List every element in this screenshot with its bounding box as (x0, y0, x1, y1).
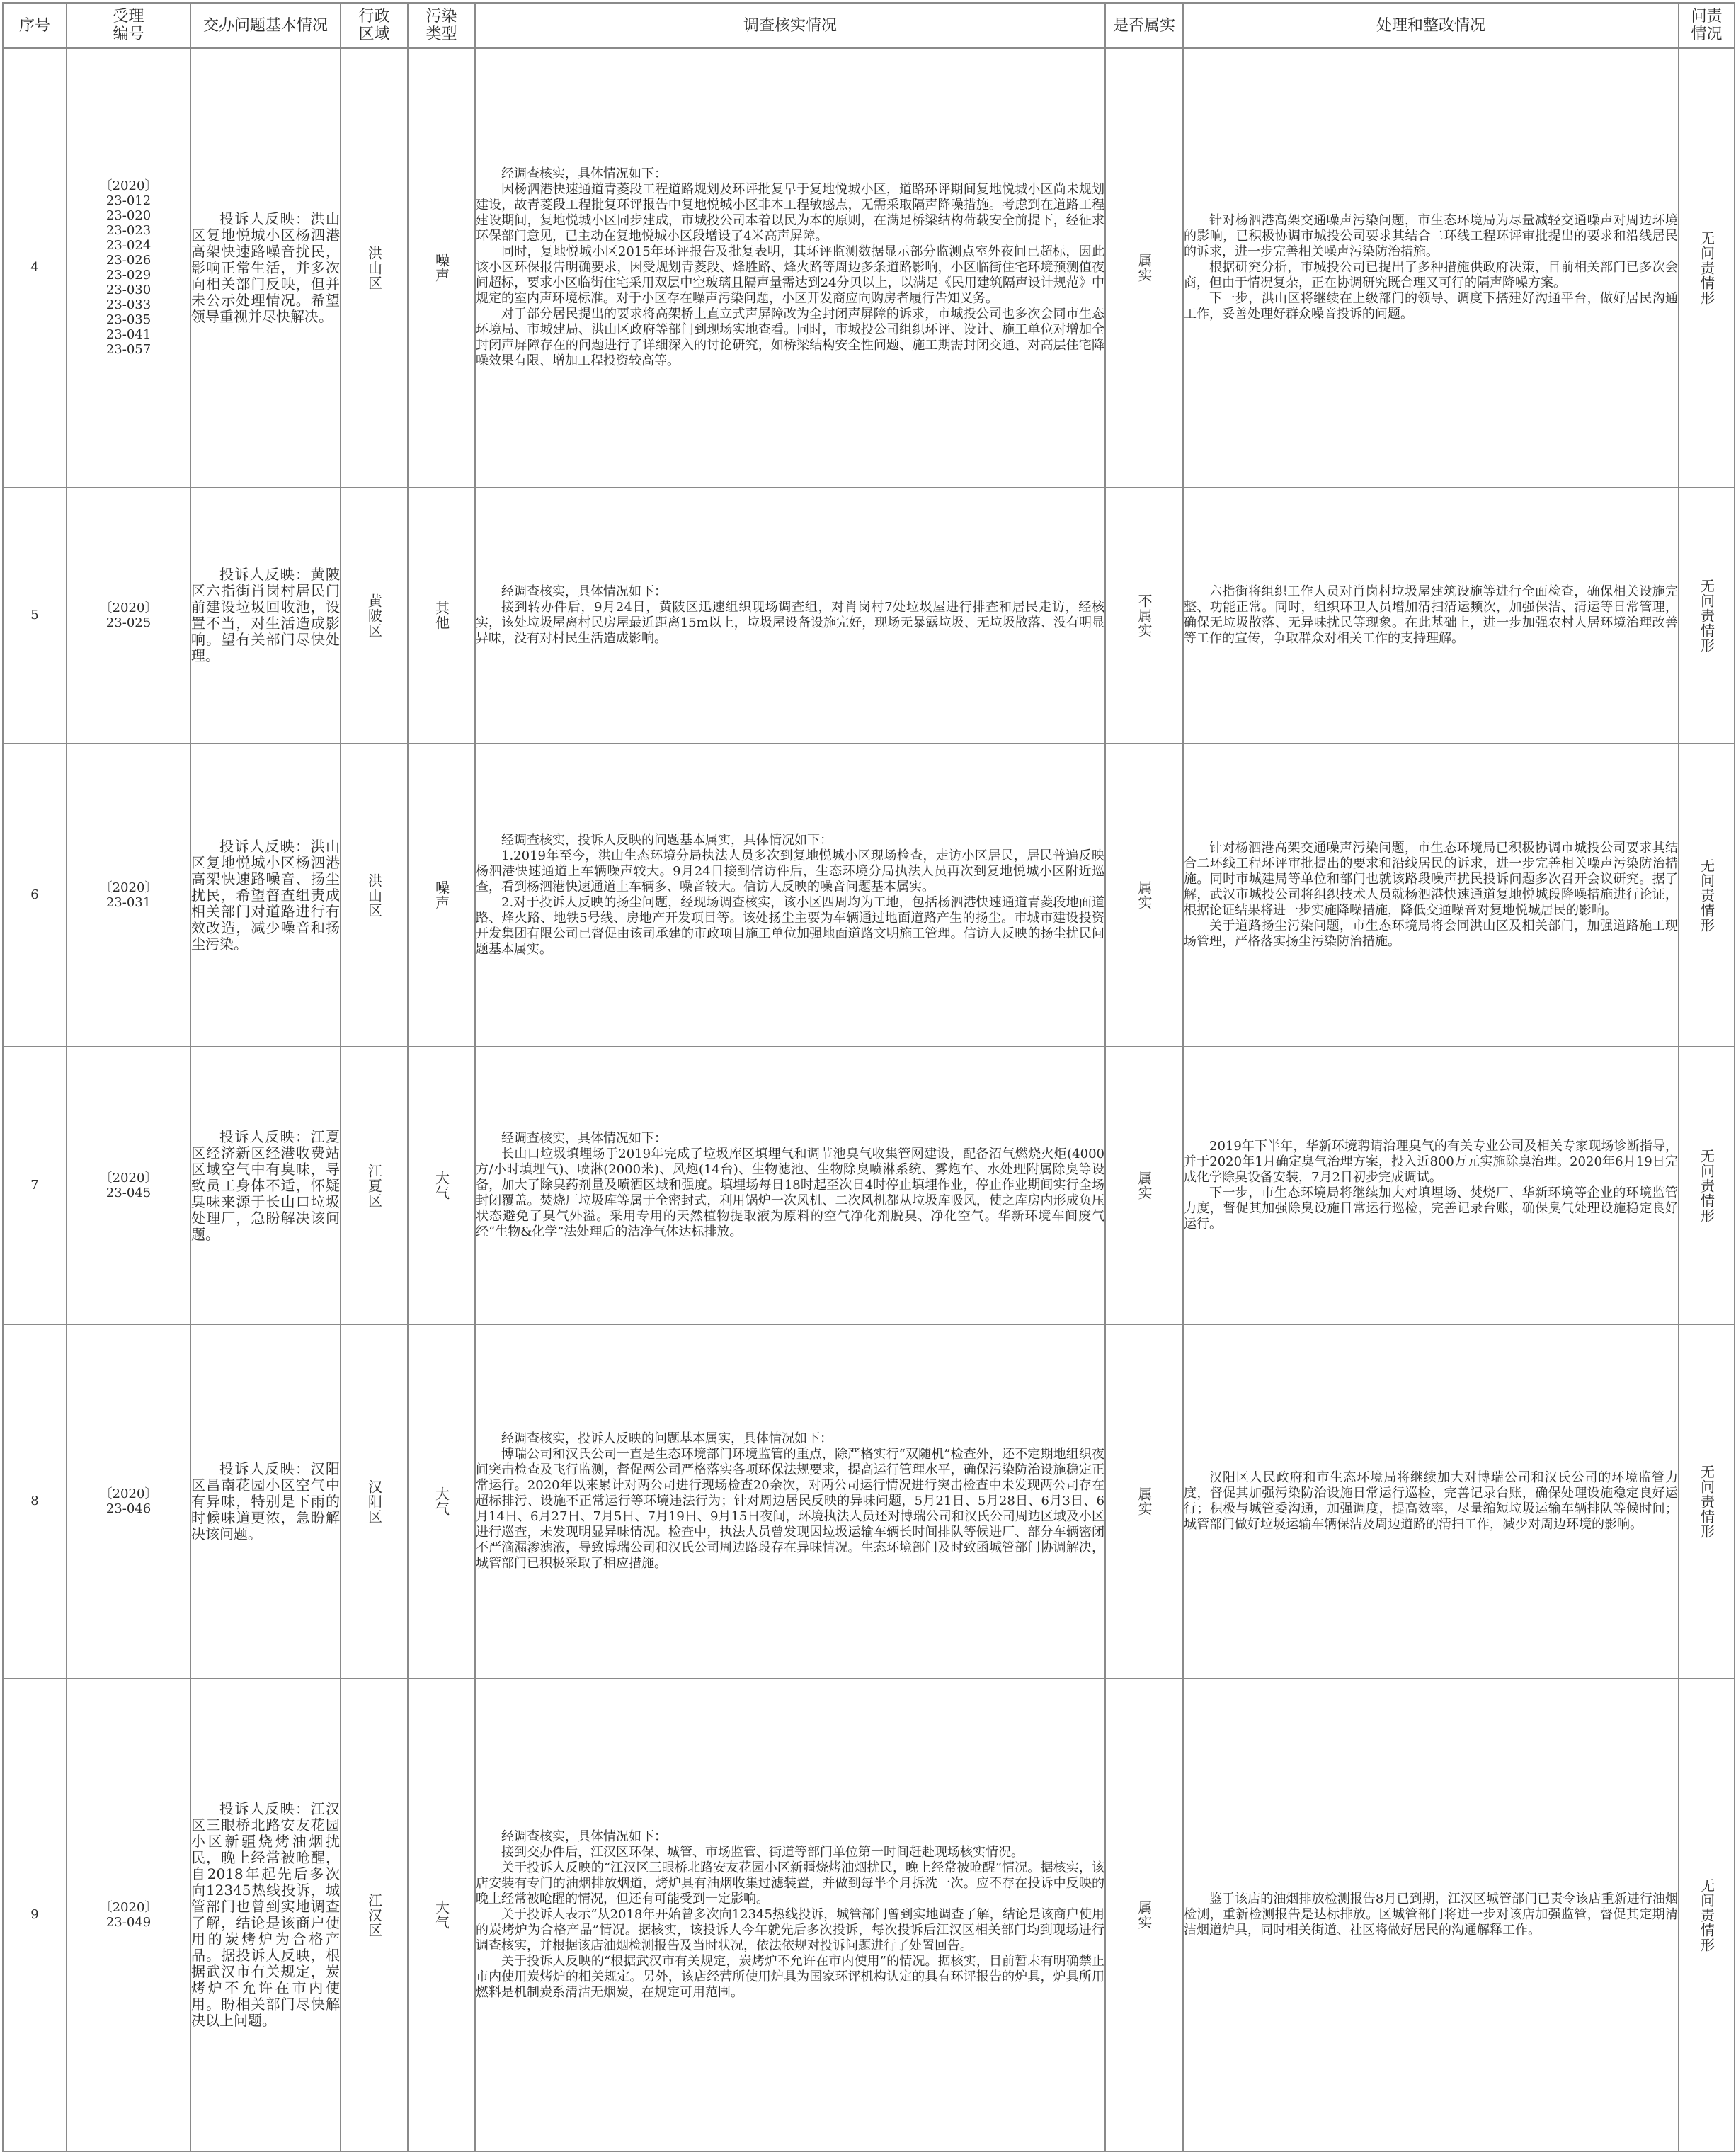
verified-cell (1105, 1324, 1183, 1678)
accountability-cell (1679, 487, 1735, 744)
accept-no: 〔2020〕 (99, 880, 158, 895)
seq-number: 7 (30, 1178, 39, 1193)
issue-text: 投诉人反映：黄陂区六指街肖岗村居民门前建设垃圾回收池，设置不当，对生活造成影响。望有关部门尽快处理。 (191, 566, 340, 664)
district-text: 洪山区 (365, 872, 383, 918)
handling-cell (1183, 1047, 1679, 1324)
district-cell (341, 1678, 408, 2151)
header-district: 行政 区域 (341, 3, 408, 48)
complaint-table (2, 2, 1735, 2152)
header-issue: 交办问题基本情况 (190, 3, 341, 48)
accept-no: 23-046 (105, 1501, 152, 1516)
investigation-paragraph: 经调查核实，投诉人反映的问题基本属实，具体情况如下： (501, 1431, 833, 1446)
header-investigation: 调查核实情况 (475, 3, 1105, 48)
table-row (3, 1678, 1735, 2151)
accept-no: 23-012 (105, 193, 152, 208)
accountability-cell (1679, 48, 1735, 487)
seq-number: 5 (30, 608, 39, 622)
seq-number: 9 (30, 1907, 39, 1922)
investigation-paragraph: 关于投诉人反映的“江汉区三眼桥北路安友花园小区新疆烧烤油烟扰民，晚上经常被呛醒”情况。据核实，该店安装有专门的油烟排放烟道，烤炉具有油烟收集过滤装置，并做到每半个月拆洗一次。应不存在投诉中反映的晚上经常被呛醒的情况，但还有可能受到一定影响。 (476, 1860, 1104, 1906)
handling-cell (1183, 744, 1679, 1047)
accountability-text: 无问责情形 (1698, 230, 1715, 305)
investigation-paragraph: 对于部分居民提出的要求将高架桥上直立式声屏障改为全封闭声屏障的诉求，市城投公司也多次会同市生态环境局、市城建局、洪山区政府等部门到现场实地查看。同时，市城投公司组织环评、设计、施工单位对增加全封闭声屏障存在的问题进行了详细深入的讨论研究，如桥梁结构安全性问题、施工期需封闭交通、对高层住宅降噪效果有限、增加工程投资较高等。 (476, 307, 1104, 368)
header-accept-no: 受理 编号 (67, 3, 190, 48)
accept-no-cell (67, 48, 190, 487)
accept-no: 〔2020〕 (99, 1486, 158, 1501)
accept-no: 23-057 (105, 342, 152, 357)
verified-status: 属实 (1136, 880, 1153, 910)
pollution-type: 大气 (433, 1486, 450, 1516)
header-verified: 是否属实 (1105, 3, 1183, 48)
accept-no: 〔2020〕 (99, 178, 158, 193)
investigation-paragraph: 经调查核实，具体情况如下： (501, 1829, 667, 1844)
verified-status: 属实 (1136, 1486, 1153, 1516)
investigation-paragraph: 博瑞公司和汉氏公司一直是生态环境部门环境监管的重点，除严格实行“双随机”检查外，还不定期地组织夜间突击检查及飞行监测，督促两公司严格落实各项环保法规要求，提高运行管理水平，确保污染防治设施稳定正常运行。2020年以来累计对两公司进行现场检查20余次，对两公司运行情况进行突击检查中未发现两公司存在超标排污、设施不正常运行等环境违法行为；针对周边居民反映的异味问题，5月21日、5月28日、6月3日、6月14日、6月27日、7月5日、7月19日、9月15日夜间，环境执法人员还对博瑞公司和汉氏公司周边区域及小区进行巡查，未发现明显异味情况。检查中，执法人员曾发现因垃圾运输车辆长时间排队等候进厂、部分车辆密闭不严滴漏渗滤液，导致博瑞公司和汉氏公司周边路段存在异味情况。生态环境部门及时致函城管部门协调解决，城管部门已积极采取了相应措施。 (476, 1447, 1104, 1571)
accept-no: 23-041 (105, 327, 152, 342)
pollution-cell (408, 487, 475, 744)
investigation-paragraph: 因杨泗港快速通道青菱段工程道路规划及环评批复早于复地悦城小区，道路环评期间复地悦城小区尚未规划建设，故青菱段工程批复环评报告中复地悦城小区非本工程敏感点，无需采取隔声降噪措施。考虑到在道路工程建设期间，复地悦城小区同步建成，市城投公司本着以民为本的原则，在满足桥梁结构荷载安全前提下，经征求环保部门意见，已主动在复地悦城小区段增设了4米高声屏障。 (476, 182, 1104, 244)
seq-number: 4 (30, 260, 39, 275)
district-text: 洪山区 (365, 245, 383, 290)
accept-no: 23-031 (105, 895, 152, 910)
table-row (3, 48, 1735, 487)
pollution-type: 其他 (433, 601, 450, 630)
accept-no-cell (67, 1678, 190, 2151)
investigation-cell (475, 1678, 1105, 2151)
accept-no-cell (67, 1047, 190, 1324)
verified-cell (1105, 1047, 1183, 1324)
district-text: 江汉区 (365, 1892, 383, 1938)
table-row (3, 1324, 1735, 1678)
verified-status: 属实 (1136, 1900, 1153, 1930)
investigation-paragraph: 长山口垃圾填埋场于2019年完成了垃圾库区填埋气和调节池臭气收集管网建设，配备沼气燃烧火炬(4000方/小时填埋气)、喷淋(2000米)、风炮(14台)、生物滤池、生物除臭喷淋系统、雾炮车、水处理附属除臭等设备，加大了除臭药剂量及喷洒区域和强度。填埋场每日18时起至次日4时停止填埋作业，停止作业期间实行全场封闭覆盖。焚烧厂垃圾库等属于全密封式，利用锅炉一次风机、二次风机都从垃圾库吸风，使之库房内形成负压状态避免了臭气外溢。采用专用的天然植物提取液为原料的空气净化剂脱臭、净化空气。华新环境车间废气经“生物&化学”法处理后的洁净气体达标排放。 (476, 1147, 1104, 1239)
pollution-type: 噪声 (433, 253, 450, 283)
seq-number: 8 (30, 1494, 39, 1508)
issue-cell (190, 48, 341, 487)
pollution-cell (408, 1324, 475, 1678)
accept-no: 23-045 (105, 1185, 152, 1200)
accept-no: 〔2020〕 (99, 601, 158, 615)
accountability-text: 无问责情形 (1698, 1148, 1715, 1223)
handling-cell (1183, 487, 1679, 744)
district-cell (341, 1324, 408, 1678)
issue-text: 投诉人反映：江夏区经济新区经港收费站区域空气中有臭味，导致员工身体不适，怀疑臭味来源于长山口垃圾处理厂，急盼解决该问题。 (191, 1127, 340, 1243)
handling-cell (1183, 1324, 1679, 1678)
header-pollution: 污染 类型 (408, 3, 475, 48)
handling-paragraph: 汉阳区人民政府和市生态环境局将继续加大对博瑞公司和汉氏公司的环境监管力度，督促其加强污染防治设施日常运行巡检，完善记录台账，确保处理设施稳定良好运行；积极与城管委沟通，加强调度，提高效率，尽量缩短垃圾运输车辆排队等候时间；城管部门做好垃圾运输车辆保洁及周边道路的清扫工作，减少对周边环境的影响。 (1184, 1470, 1678, 1532)
pollution-cell (408, 744, 475, 1047)
investigation-paragraph: 经调查核实，具体情况如下： (501, 584, 667, 599)
seq-cell (3, 487, 67, 744)
district-cell (341, 744, 408, 1047)
accept-no: 23-033 (105, 297, 152, 312)
verified-cell (1105, 487, 1183, 744)
issue-text: 投诉人反映：汉阳区昌南花园小区空气中有异味，特别是下雨的时候味道更浓，急盼解决该问题。 (191, 1460, 340, 1542)
handling-paragraph: 关于道路扬尘污染问题，市生态环境局将会同洪山区及相关部门，加强道路施工现场管理，严格落实扬尘污染防治措施。 (1184, 919, 1678, 949)
issue-text: 投诉人反映：洪山区复地悦城小区杨泗港高架快速路噪音扰民，影响正常生活，并多次向相关部门反映，但并未公示处理情况。希望领导重视并尽快解决。 (191, 210, 340, 325)
verified-cell (1105, 48, 1183, 487)
verified-status: 不属实 (1136, 593, 1153, 638)
table-row (3, 487, 1735, 744)
pollution-type: 大气 (433, 1900, 450, 1930)
district-text: 黄陂区 (365, 593, 383, 638)
handling-cell (1183, 1678, 1679, 2151)
accountability-cell (1679, 744, 1735, 1047)
investigation-paragraph: 经调查核实，具体情况如下： (501, 1131, 667, 1146)
seq-cell (3, 1324, 67, 1678)
investigation-paragraph: 经调查核实，投诉人反映的问题基本属实，具体情况如下： (501, 833, 833, 848)
handling-cell (1183, 48, 1679, 487)
handling-paragraph: 下一步，洪山区将继续在上级部门的领导、调度下搭建好沟通平台，做好居民沟通工作，妥善处理好群众噪音投诉的问题。 (1184, 291, 1678, 322)
investigation-paragraph: 关于投诉人反映的“根据武汉市有关规定，炭烤炉不允许在市内使用”的情况。据核实，目前暂未有明确禁止市内使用炭烤炉的相关规定。另外，该店经营所使用炉具为国家环评机构认定的具有环评报告的炉具，炉具所用燃料是机制炭系清洁无烟炭，在规定可用范围。 (476, 1954, 1104, 2000)
accountability-text: 无问责情形 (1698, 858, 1715, 933)
accept-no: 23-020 (105, 208, 152, 223)
accountability-cell (1679, 1324, 1735, 1678)
handling-paragraph: 根据研究分析，市城投公司已提出了多种措施供政府决策，目前相关部门已多次会商，但由于情况复杂，正在协调研究既合理又可行的隔声降噪方案。 (1184, 260, 1678, 290)
accountability-text: 无问责情形 (1698, 1464, 1715, 1539)
handling-paragraph: 六指街将组织工作人员对肖岗村垃圾屋建筑设施等进行全面检查，确保相关设施完整、功能正常。同时，组织环卫人员增加清扫清运频次，加强保洁、清运等日常管理，确保无垃圾散落、无异味扰民等现象。在此基础上，进一步加强农村人居环境治理改善等工作的宣传，争取群众对相关工作的支持理解。 (1184, 584, 1678, 646)
header-seq: 序号 (3, 3, 67, 48)
accept-no: 23-030 (105, 283, 152, 297)
issue-cell (190, 744, 341, 1047)
issue-text: 投诉人反映：洪山区复地悦城小区杨泗港高架快速路噪音、扬尘扰民，希望督查组责成相关部门对道路进行有效改造，减少噪音和扬尘污染。 (191, 837, 340, 953)
district-text: 汉阳区 (365, 1479, 383, 1524)
investigation-paragraph: 接到转办件后，9月24日，黄陂区迅速组织现场调查组，对肖岗村7处垃圾屋进行排查和居民走访，经核实，该处垃圾屋离村民房屋最近距离15m以上，垃圾屋设备设施完好，现场无暴露垃圾、无垃圾散落、没有明显异味，没有对村民生活造成影响。 (476, 600, 1104, 646)
seq-number: 6 (30, 887, 39, 902)
accept-no-cell (67, 744, 190, 1047)
seq-cell (3, 48, 67, 487)
investigation-paragraph: 经调查核实，具体情况如下： (501, 166, 667, 181)
district-text: 江夏区 (365, 1163, 383, 1208)
issue-cell (190, 1324, 341, 1678)
handling-paragraph: 鉴于该店的油烟排放检测报告8月已到期，江汉区城管部门已责令该店重新进行油烟检测，重新检测报告是达标排放。区城管部门将进一步对该店加强监管，督促其定期清洁烟道炉具，同时相关街道、社区将做好居民的沟通解释工作。 (1184, 1892, 1678, 1938)
investigation-cell (475, 1324, 1105, 1678)
district-cell (341, 1047, 408, 1324)
accountability-cell (1679, 1678, 1735, 2151)
accountability-text: 无问责情形 (1698, 1877, 1715, 1952)
accept-no: 23-026 (105, 253, 152, 268)
investigation-paragraph: 同时，复地悦城小区2015年环评报告及批复表明，其环评监测数据显示部分监测点室外夜间已超标，因此该小区环保报告明确要求，因受规划青菱段、烽胜路、烽火路等周边多条道路影响，小区临街住宅环境预测值夜间超标，要求小区临街住宅采用双层中空玻璃且隔声量需达到24分贝以上，以满足《民用建筑隔声设计规范》中规定的室内声环境标准。对于小区存在噪声污染问题，小区开发商应向购房者履行告知义务。 (476, 244, 1104, 306)
district-cell (341, 48, 408, 487)
investigation-cell (475, 744, 1105, 1047)
pollution-cell (408, 1047, 475, 1324)
pollution-cell (408, 48, 475, 487)
handling-paragraph: 针对杨泗港高架交通噪声污染问题，市生态环境局已积极协调市城投公司要求其结合二环线工程环评审批提出的要求和沿线居民的诉求，进一步完善相关噪声污染防治措施。同时市城建局等单位和部门也就该路段噪声扰民投诉问题多次召开会议研究。据了解，武汉市城投公司将组织技术人员就杨泗港快速通道复地悦城段降噪措施进行论证，根据论证结果将进一步实施降噪措施，降低交通噪音对复地悦城居民的影响。 (1184, 841, 1678, 918)
accept-no-cell (67, 487, 190, 744)
table-row (3, 1047, 1735, 1324)
accept-no-cell (67, 1324, 190, 1678)
issue-cell (190, 1678, 341, 2151)
investigation-cell (475, 487, 1105, 744)
pollution-cell (408, 1678, 475, 2151)
header-accountability: 问责 情况 (1679, 3, 1735, 48)
accept-no: 23-049 (105, 1915, 152, 1930)
accountability-cell (1679, 1047, 1735, 1324)
district-cell (341, 487, 408, 744)
verified-cell (1105, 744, 1183, 1047)
verified-status: 属实 (1136, 1171, 1153, 1200)
issue-cell (190, 487, 341, 744)
pollution-type: 噪声 (433, 880, 450, 910)
table-row (3, 744, 1735, 1047)
handling-paragraph: 下一步，市生态环境局将继续加大对填埋场、焚烧厂、华新环境等企业的环境监管力度，督促其加强除臭设施日常运行巡检，完善记录台账，确保臭气处理设施稳定良好运行。 (1184, 1185, 1678, 1232)
verified-cell (1105, 1678, 1183, 2151)
investigation-cell (475, 1047, 1105, 1324)
accept-no: 23-024 (105, 238, 152, 253)
seq-cell (3, 1047, 67, 1324)
seq-cell (3, 744, 67, 1047)
investigation-cell (475, 48, 1105, 487)
verified-status: 属实 (1136, 253, 1153, 283)
investigation-paragraph: 关于投诉人表示“从2018年开始曾多次向12345热线投诉，城管部门曾到实地调查了解，结论是该商户使用的炭烤炉为合格产品”情况。据核实，该投诉人今年就先后多次投诉，每次投诉后江汉区相关部门均到现场进行调查核实，并根据该店油烟检测报告及当时状况，依法依规对投诉问题进行了处置回告。 (476, 1907, 1104, 1953)
accept-no: 23-035 (105, 312, 152, 327)
investigation-paragraph: 1.2019年至今，洪山生态环境分局执法人员多次到复地悦城小区现场检查，走访小区居民，居民普遍反映杨泗港快速通道上车辆噪声较大。9月24日接到信访件后，生态环境分局执法人员再次到复地悦城小区附近巡查，看到杨泗港快速通道上车辆多、噪音较大。信访人反映的噪音问题基本属实。 (476, 848, 1104, 894)
handling-paragraph: 针对杨泗港高架交通噪声污染问题，市生态环境局为尽量减轻交通噪声对周边环境的影响，已积极协调市城投公司要求其结合二环线工程环评审批提出的要求和沿线居民的诉求，进一步完善相关噪声污染防治措施。 (1184, 213, 1678, 259)
accept-no: 23-023 (105, 223, 152, 238)
investigation-paragraph: 2.对于投诉人反映的扬尘问题，经现场调查核实，该小区四周均为工地，包括杨泗港快速通道青菱段地面道路、烽火路、地铁5号线、房地产开发项目等。该处扬尘主要为车辆通过地面道路产生的扬尘。市城市建设投资开发集团有限公司已督促由该司承建的市政项目施工单位加强地面道路文明施工管理。信访人反映的扬尘扰民问题基本属实。 (476, 895, 1104, 957)
accept-no: 〔2020〕 (99, 1900, 158, 1915)
accept-no: 23-029 (105, 268, 152, 283)
issue-text: 投诉人反映：江汉区三眼桥北路安友花园小区新疆烧烤油烟扰民，晚上经常被呛醒，自2018年起先后多次向12345热线投诉，城管部门也曾到实地调查了解，结论是该商户使用的炭烤炉为合格产品。据投诉人反映，根据武汉市有关规定，炭烤炉不允许在市内使用。盼相关部门尽快解决以上问题。 (191, 1800, 340, 2029)
header-handling: 处理和整改情况 (1183, 3, 1679, 48)
handling-paragraph: 2019年下半年，华新环境聘请治理臭气的有关专业公司及相关专家现场诊断指导，并于2020年1月确定臭气治理方案，投入近800万元实施除臭治理。2020年6月19日完成化学除臭设备安装，7月2日初步完成调试。 (1184, 1139, 1678, 1185)
investigation-paragraph: 接到交办件后，江汉区环保、城管、市场监管、街道等部门单位第一时间赶赴现场核实情况。 (501, 1845, 1024, 1860)
issue-cell (190, 1047, 341, 1324)
accept-no: 23-025 (105, 615, 152, 630)
seq-cell (3, 1678, 67, 2151)
accountability-text: 无问责情形 (1698, 578, 1715, 653)
header-row (3, 3, 1735, 48)
pollution-type: 大气 (433, 1171, 450, 1200)
accept-no: 〔2020〕 (99, 1171, 158, 1185)
